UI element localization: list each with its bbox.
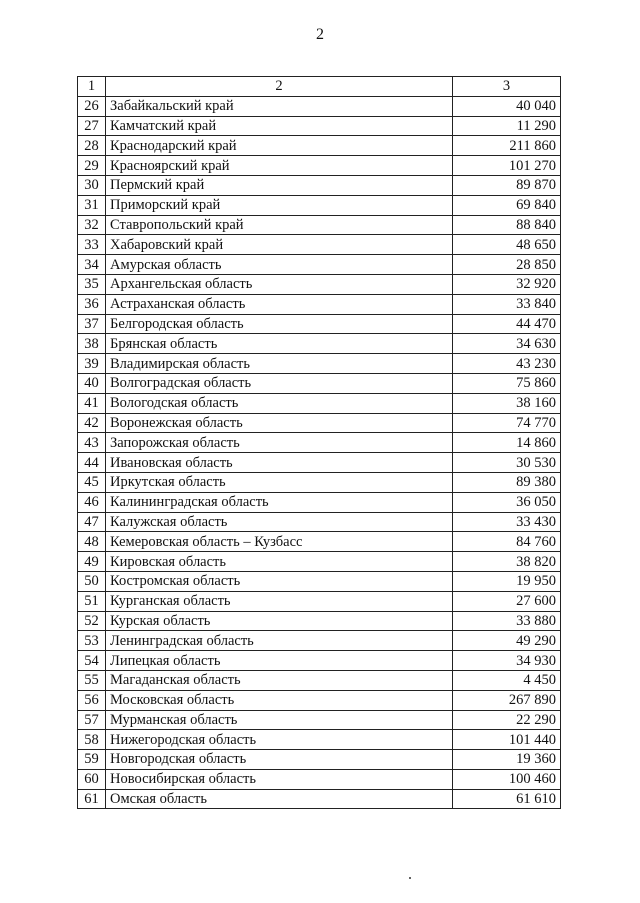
region-value: 32 920: [453, 274, 561, 294]
table-row: [78, 571, 561, 591]
table-body: [78, 96, 561, 809]
region-value: 11 290: [453, 116, 561, 136]
region-value: 36 050: [453, 492, 561, 512]
region-value: 40 040: [453, 96, 561, 116]
table-row: [78, 453, 561, 473]
table-row: [78, 215, 561, 235]
table-row: [78, 750, 561, 770]
region-value: 44 470: [453, 314, 561, 334]
region-value: 88 840: [453, 215, 561, 235]
row-number: 29: [78, 156, 106, 176]
region-value: 101 440: [453, 730, 561, 750]
region-name: Хабаровский край: [106, 235, 453, 255]
table-row: [78, 175, 561, 195]
table-row: [78, 354, 561, 374]
region-value: 22 290: [453, 710, 561, 730]
row-number: 37: [78, 314, 106, 334]
table-row: [78, 136, 561, 156]
region-name: Новосибирская область: [106, 769, 453, 789]
region-value: 75 860: [453, 373, 561, 393]
region-name: Калининградская область: [106, 492, 453, 512]
region-name: Вологодская область: [106, 393, 453, 413]
row-number: 52: [78, 611, 106, 631]
row-number: 60: [78, 769, 106, 789]
row-number: 49: [78, 552, 106, 572]
region-name: Запорожская область: [106, 433, 453, 453]
region-name: Приморский край: [106, 195, 453, 215]
table-row: [78, 156, 561, 176]
region-name: Костромская область: [106, 571, 453, 591]
row-number: 43: [78, 433, 106, 453]
row-number: 57: [78, 710, 106, 730]
region-name: Магаданская область: [106, 670, 453, 690]
region-name: Амурская область: [106, 255, 453, 275]
table-row: [78, 393, 561, 413]
region-value: 33 430: [453, 512, 561, 532]
region-name: Брянская область: [106, 334, 453, 354]
region-name: Курганская область: [106, 591, 453, 611]
region-value: 27 600: [453, 591, 561, 611]
row-number: 34: [78, 255, 106, 275]
row-number: 46: [78, 492, 106, 512]
table-row: [78, 294, 561, 314]
column-header-value: 3: [453, 77, 561, 97]
row-number: 56: [78, 690, 106, 710]
page-number: 2: [316, 26, 324, 43]
region-value: 38 160: [453, 393, 561, 413]
table-row: [78, 116, 561, 136]
region-name: Курская область: [106, 611, 453, 631]
region-value: 19 360: [453, 750, 561, 770]
row-number: 59: [78, 750, 106, 770]
table-row: [78, 611, 561, 631]
region-value: 38 820: [453, 552, 561, 572]
row-number: 50: [78, 571, 106, 591]
region-name: Краснодарский край: [106, 136, 453, 156]
row-number: 27: [78, 116, 106, 136]
region-name: Московская область: [106, 690, 453, 710]
region-name: Липецкая область: [106, 651, 453, 671]
table-row: [78, 235, 561, 255]
table-row: [78, 195, 561, 215]
region-name: Ленинградская область: [106, 631, 453, 651]
region-value: 34 630: [453, 334, 561, 354]
table-row: [78, 631, 561, 651]
region-name: Архангельская область: [106, 274, 453, 294]
table-header-row: [78, 77, 561, 97]
region-name: Камчатский край: [106, 116, 453, 136]
region-value: 34 930: [453, 651, 561, 671]
table-row: [78, 552, 561, 572]
table-row: [78, 314, 561, 334]
row-number: 45: [78, 472, 106, 492]
region-value: 28 850: [453, 255, 561, 275]
region-name: Астраханская область: [106, 294, 453, 314]
row-number: 58: [78, 730, 106, 750]
region-name: Владимирская область: [106, 354, 453, 374]
row-number: 47: [78, 512, 106, 532]
table-row: [78, 710, 561, 730]
region-name: Ивановская область: [106, 453, 453, 473]
row-number: 48: [78, 532, 106, 552]
row-number: 36: [78, 294, 106, 314]
region-value: 84 760: [453, 532, 561, 552]
region-value: 33 840: [453, 294, 561, 314]
region-value: 101 270: [453, 156, 561, 176]
table-row: [78, 730, 561, 750]
column-header-region: 2: [106, 77, 453, 97]
region-value: 14 860: [453, 433, 561, 453]
region-value: 43 230: [453, 354, 561, 374]
table-row: [78, 789, 561, 809]
region-name: Волгоградская область: [106, 373, 453, 393]
region-name: Забайкальский край: [106, 96, 453, 116]
region-name: Воронежская область: [106, 413, 453, 433]
table-row: [78, 532, 561, 552]
region-value: 267 890: [453, 690, 561, 710]
row-number: 26: [78, 96, 106, 116]
region-value: 100 460: [453, 769, 561, 789]
table-row: [78, 670, 561, 690]
table-row: [78, 690, 561, 710]
row-number: 55: [78, 670, 106, 690]
row-number: 40: [78, 373, 106, 393]
table-row: [78, 591, 561, 611]
row-number: 31: [78, 195, 106, 215]
table-row: [78, 413, 561, 433]
region-value: 89 380: [453, 472, 561, 492]
allocation-table: [77, 76, 561, 809]
region-name: Мурманская область: [106, 710, 453, 730]
region-name: Омская область: [106, 789, 453, 809]
region-name: Кировская область: [106, 552, 453, 572]
region-name: Ставропольский край: [106, 215, 453, 235]
row-number: 28: [78, 136, 106, 156]
row-number: 51: [78, 591, 106, 611]
region-value: 4 450: [453, 670, 561, 690]
region-value: 211 860: [453, 136, 561, 156]
table-row: [78, 492, 561, 512]
scan-speck: [409, 877, 411, 879]
region-name: Пермский край: [106, 175, 453, 195]
region-name: Новгородская область: [106, 750, 453, 770]
region-name: Калужская область: [106, 512, 453, 532]
region-name: Нижегородская область: [106, 730, 453, 750]
row-number: 30: [78, 175, 106, 195]
region-value: 74 770: [453, 413, 561, 433]
region-value: 33 880: [453, 611, 561, 631]
row-number: 41: [78, 393, 106, 413]
table-row: [78, 334, 561, 354]
row-number: 32: [78, 215, 106, 235]
table-row: [78, 96, 561, 116]
table-row: [78, 255, 561, 275]
region-name: Иркутская область: [106, 472, 453, 492]
row-number: 61: [78, 789, 106, 809]
row-number: 39: [78, 354, 106, 374]
region-name: Кемеровская область – Кузбасс: [106, 532, 453, 552]
region-value: 49 290: [453, 631, 561, 651]
column-header-number: 1: [78, 77, 106, 97]
row-number: 35: [78, 274, 106, 294]
table-row: [78, 651, 561, 671]
region-value: 19 950: [453, 571, 561, 591]
region-value: 61 610: [453, 789, 561, 809]
row-number: 33: [78, 235, 106, 255]
region-value: 30 530: [453, 453, 561, 473]
region-value: 89 870: [453, 175, 561, 195]
table-row: [78, 769, 561, 789]
row-number: 53: [78, 631, 106, 651]
row-number: 38: [78, 334, 106, 354]
row-number: 42: [78, 413, 106, 433]
table-row: [78, 472, 561, 492]
table-row: [78, 433, 561, 453]
region-name: Белгородская область: [106, 314, 453, 334]
region-name: Красноярский край: [106, 156, 453, 176]
table-row: [78, 512, 561, 532]
table-row: [78, 274, 561, 294]
region-value: 48 650: [453, 235, 561, 255]
table-row: [78, 373, 561, 393]
row-number: 54: [78, 651, 106, 671]
region-value: 69 840: [453, 195, 561, 215]
row-number: 44: [78, 453, 106, 473]
